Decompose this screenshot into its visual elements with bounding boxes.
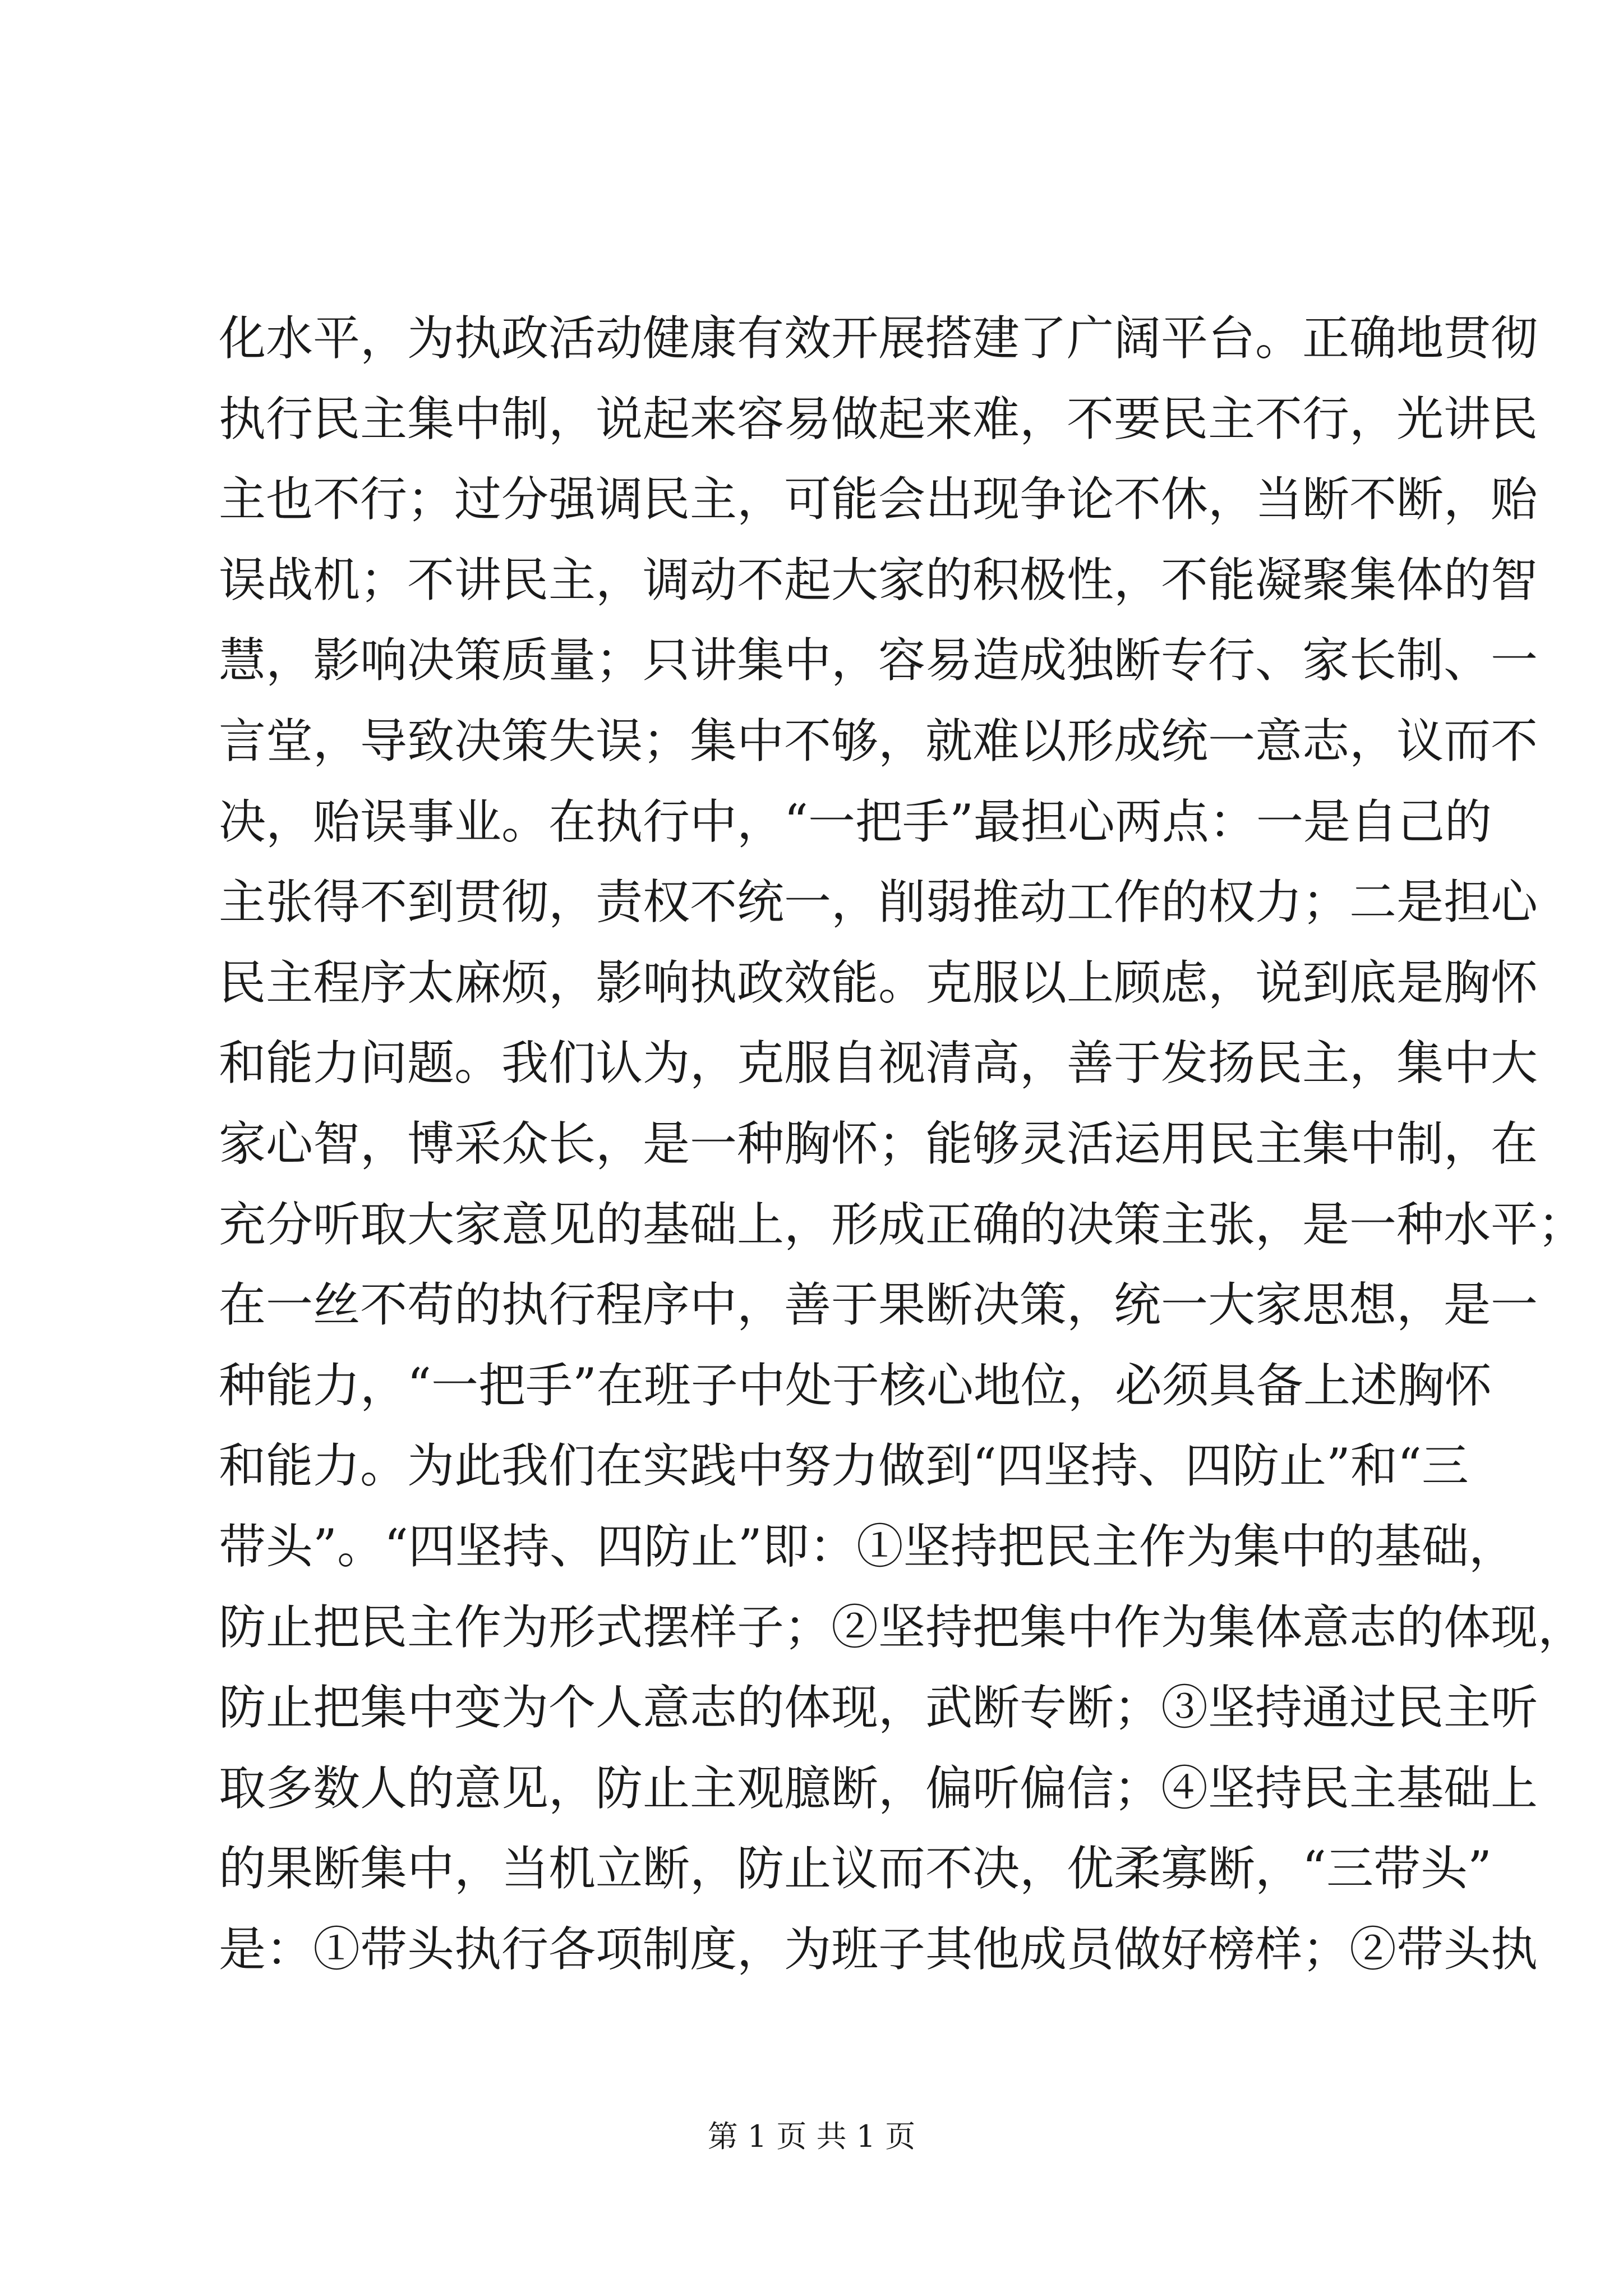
text-line: 误战机；不讲民主，调动不起大家的积极性，不能凝聚集体的智 bbox=[219, 552, 1538, 608]
text-line: 带头”。“四坚持、四防止”即：①坚持把民主作为集中的基础， bbox=[219, 1519, 1516, 1574]
body-text bbox=[219, 298, 1585, 1990]
text-line: 和能力。为此我们在实践中努力做到“四坚持、四防止”和“三 bbox=[219, 1438, 1469, 1494]
text-line: 主也不行；过分强调民主，可能会出现争论不休，当断不断，贻 bbox=[219, 472, 1538, 527]
text-line: 和能力问题。我们认为，克服自视清高，善于发扬民主，集中大 bbox=[219, 1036, 1538, 1091]
text-line: 民主程序太麻烦，影响执政效能。克服以上顾虑，说到底是胸怀 bbox=[219, 955, 1538, 1010]
text-line: 的果断集中，当机立断，防止议而不决，优柔寡断，“三带头” bbox=[219, 1841, 1492, 1897]
text-line: 种能力，“一把手”在班子中处于核心地位，必须具备上述胸怀 bbox=[219, 1358, 1492, 1413]
text-line: 在一丝不苟的执行程序中，善于果断决策，统一大家思想，是一 bbox=[219, 1277, 1538, 1333]
text-line: 家心智，博采众长，是一种胸怀；能够灵活运用民主集中制，在 bbox=[219, 1116, 1538, 1171]
text-line: 慧，影响决策质量；只讲集中，容易造成独断专行、家长制、一 bbox=[219, 633, 1538, 688]
text-line: 化水平，为执政活动健康有效开展搭建了广阔平台。正确地贯彻 bbox=[219, 311, 1538, 366]
text-line: 执行民主集中制，说起来容易做起来难，不要民主不行，光讲民 bbox=[219, 391, 1538, 447]
text-line: 取多数人的意见，防止主观臆断，偏听偏信；④坚持民主基础上 bbox=[219, 1760, 1538, 1816]
text-line: 是：①带头执行各项制度，为班子其他成员做好榜样；②带头执 bbox=[219, 1921, 1538, 1977]
text-line: 言堂，导致决策失误；集中不够，就难以形成统一意志，议而不 bbox=[219, 713, 1538, 769]
text-line: 主张得不到贯彻，责权不统一，削弱推动工作的权力；二是担心 bbox=[219, 875, 1538, 930]
text-line: 决，贻误事业。在执行中，“一把手”最担心两点：一是自己的 bbox=[219, 794, 1492, 849]
text-line: 充分听取大家意见的基础上，形成正确的决策主张，是一种水平； bbox=[219, 1197, 1585, 1252]
text-line: 防止把民主作为形式摆样子；②坚持把集中作为集体意志的体现， bbox=[219, 1599, 1585, 1655]
page-footer: 第 1 页 共 1 页 bbox=[707, 2119, 916, 2154]
text-line: 防止把集中变为个人意志的体现，武断专断；③坚持通过民主听 bbox=[219, 1680, 1538, 1736]
